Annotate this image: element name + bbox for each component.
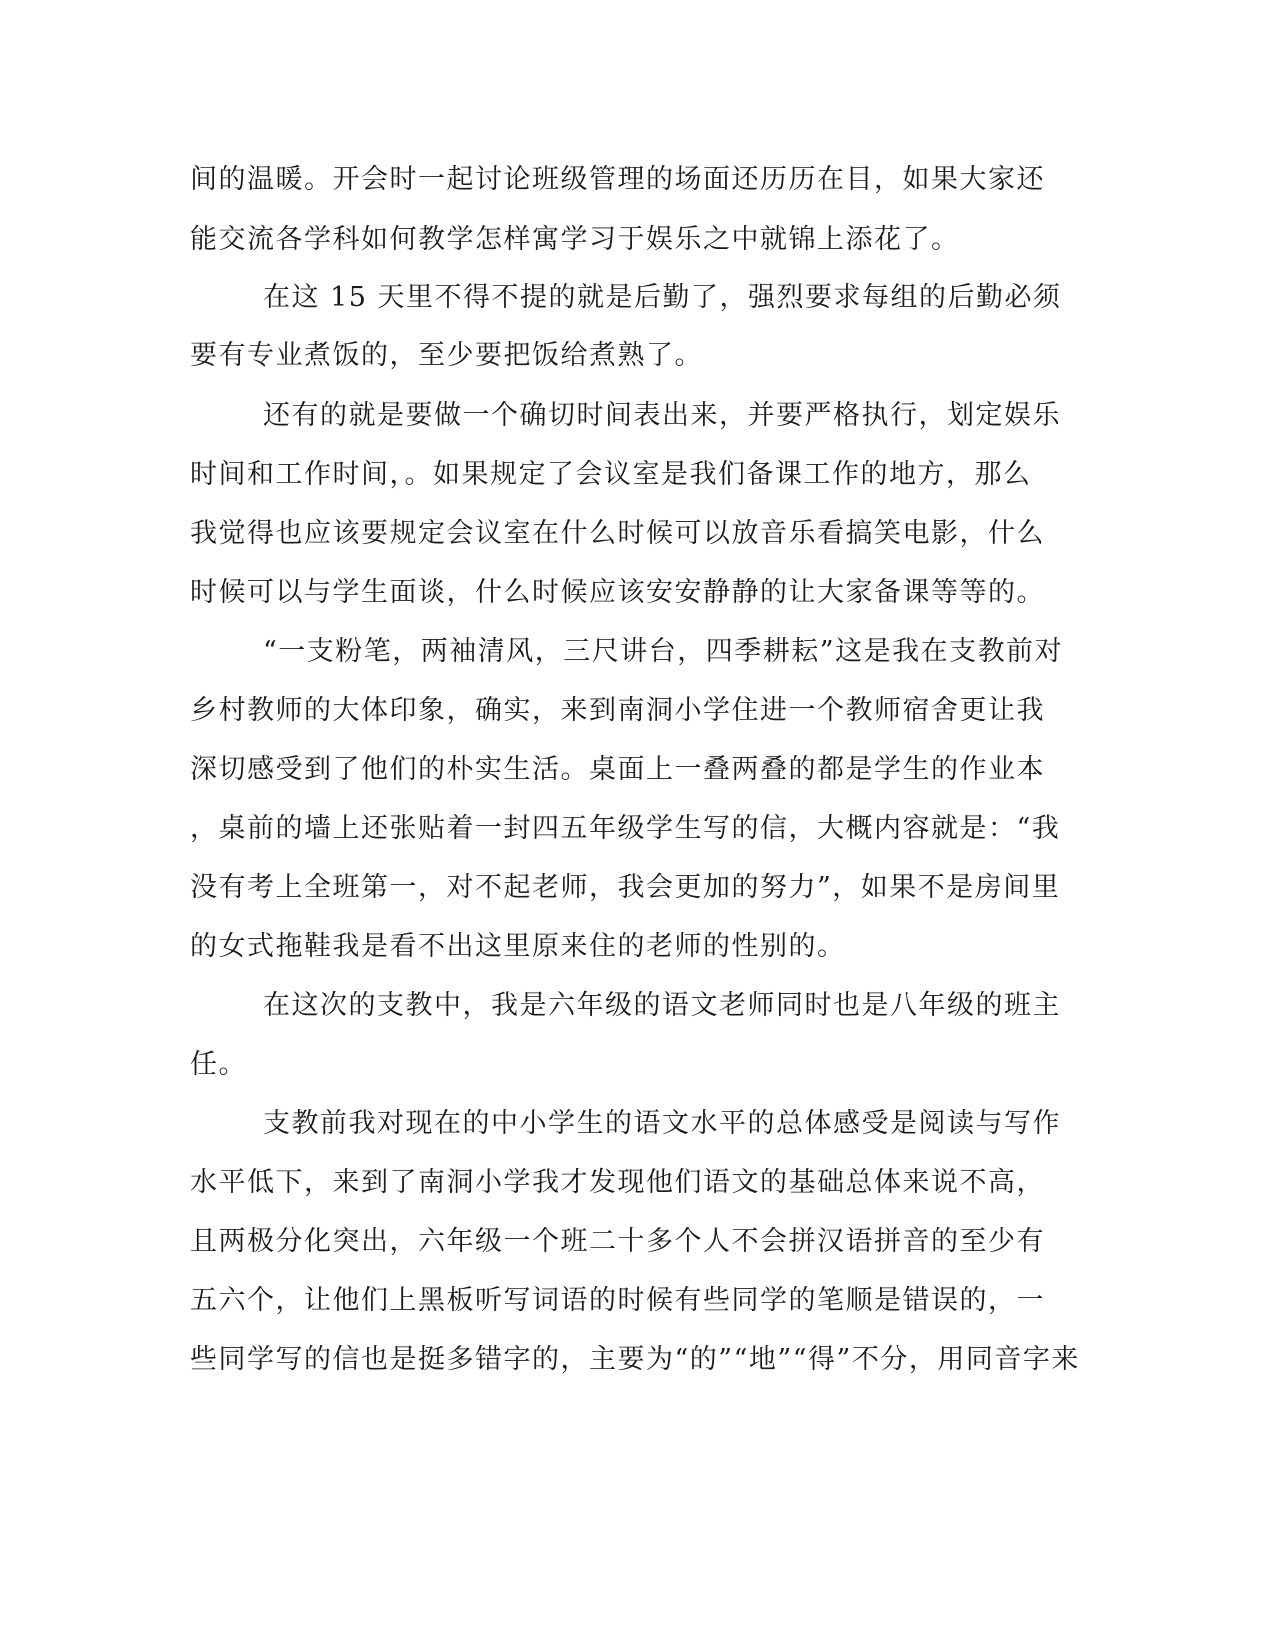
text-line: 要有专业煮饭的，至少要把饭给煮熟了。 [190,340,703,371]
text-line: ，桌前的墙上还张贴着一封四五年级学生写的信，大概内容就是：“我 [190,813,1061,844]
text-line: 支教前我对现在的中小学生的语文水平的总体感受是阅读与写作 [263,1108,1061,1139]
text-line: 五六个，让他们上黑板听写词语的时候有些同学的笔顺是错误的，一 [190,1285,1045,1316]
text-line: 在这 15 天里不得不提的就是后勤了，强烈要求每组的后勤必须 [263,282,1062,313]
text-line: 还有的就是要做一个确切时间表出来，并要严格执行，划定娱乐 [263,400,1061,431]
text-line: 水平低下，来到了南洞小学我才发现他们语文的基础总体来说不高， [190,1167,1045,1198]
text-line: “一支粉笔，两袖清风，三尺讲台，四季耕耘”这是我在支教前对 [263,636,1064,667]
text-line: 些同学写的信也是挺多错字的，主要为“的”“地”“得”不分，用同音字来 [190,1344,1080,1375]
text-line: 我觉得也应该要规定会议室在什么时候可以放音乐看搞笑电影，什么 [190,518,1045,549]
text-line: 能交流各学科如何教学怎样寓学习于娱乐之中就锦上添花了。 [190,224,960,255]
text-line: 的女式拖鞋我是看不出这里原来住的老师的性别的。 [190,931,846,962]
text-line: 且两极分化突出，六年级一个班二十多个人不会拼汉语拼音的至少有 [190,1226,1045,1257]
text-line: 时间和工作时间，。如果规定了会议室是我们备课工作的地方，那么 [190,459,1032,490]
text-line: 时候可以与学生面谈，什么时候应该安安静静的让大家备课等等的。 [190,577,1045,608]
text-line: 深切感受到了他们的朴实生活。桌面上一叠两叠的都是学生的作业本 [190,754,1045,785]
text-line: 乡村教师的大体印象，确实，来到南洞小学住进一个教师宿舍更让我 [190,695,1045,726]
text-line: 在这次的支教中，我是六年级的语文老师同时也是八年级的班主 [263,990,1061,1021]
text-line: 间的温暖。开会时一起讨论班级管理的场面还历历在目，如果大家还 [190,164,1045,195]
text-line: 任。 [190,1049,247,1080]
text-line: 没有考上全班第一，对不起老师，我会更加的努力”，如果不是房间里 [190,872,1061,903]
